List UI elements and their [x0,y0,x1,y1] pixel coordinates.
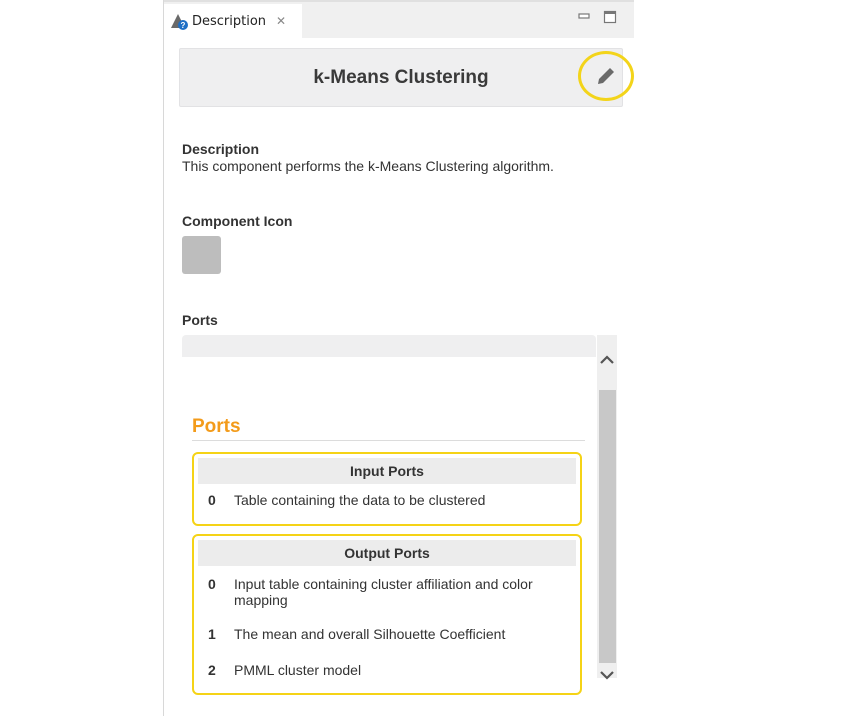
port-description: Input table containing cluster affiliation and color mapping [234,576,533,608]
input-ports-title: Input Ports [198,458,576,484]
output-ports-title: Output Ports [198,540,576,566]
port-description: PMML cluster model [234,662,362,678]
port-description: Table containing the data to be clustered [234,492,486,508]
component-icon-swatch[interactable] [182,236,221,274]
tab-description[interactable] [164,4,302,38]
edit-button[interactable] [578,51,634,101]
component-icon-label: Component Icon [182,213,293,229]
ports-scrollbar[interactable] [597,335,617,678]
pencil-icon [596,66,616,86]
port-index: 2 [208,662,216,678]
output-ports-box [192,534,582,695]
ports-label: Ports [182,312,218,328]
input-ports-box [192,452,582,526]
port-description: The mean and overall Silhouette Coefficient [234,626,506,642]
component-header [179,48,623,107]
ports-heading: Ports [192,416,241,437]
list-item [194,492,580,508]
scroll-down-icon[interactable] [597,665,617,689]
description-view [163,0,634,716]
component-title: k-Means Clustering [313,67,489,88]
port-index: 1 [208,626,216,642]
scrollbar-thumb[interactable] [599,390,616,663]
description-label: Description [182,141,260,157]
list-item [194,626,580,642]
minimize-icon[interactable] [577,10,591,24]
tab-bar [164,0,634,38]
divider [192,440,585,441]
ports-frame-header [182,335,596,357]
scroll-up-icon[interactable] [597,350,617,374]
port-index: 0 [208,492,216,508]
port-index: 0 [208,576,216,592]
description-help-icon [170,12,190,30]
close-icon[interactable]: ✕ [276,14,287,28]
tab-label: Description [192,13,267,29]
maximize-icon[interactable] [603,10,617,24]
list-item [194,662,580,678]
svg-text:?: ? [180,21,186,30]
list-item [194,576,580,608]
description-text: This component performs the k-Means Clustering algorithm. [182,158,554,174]
